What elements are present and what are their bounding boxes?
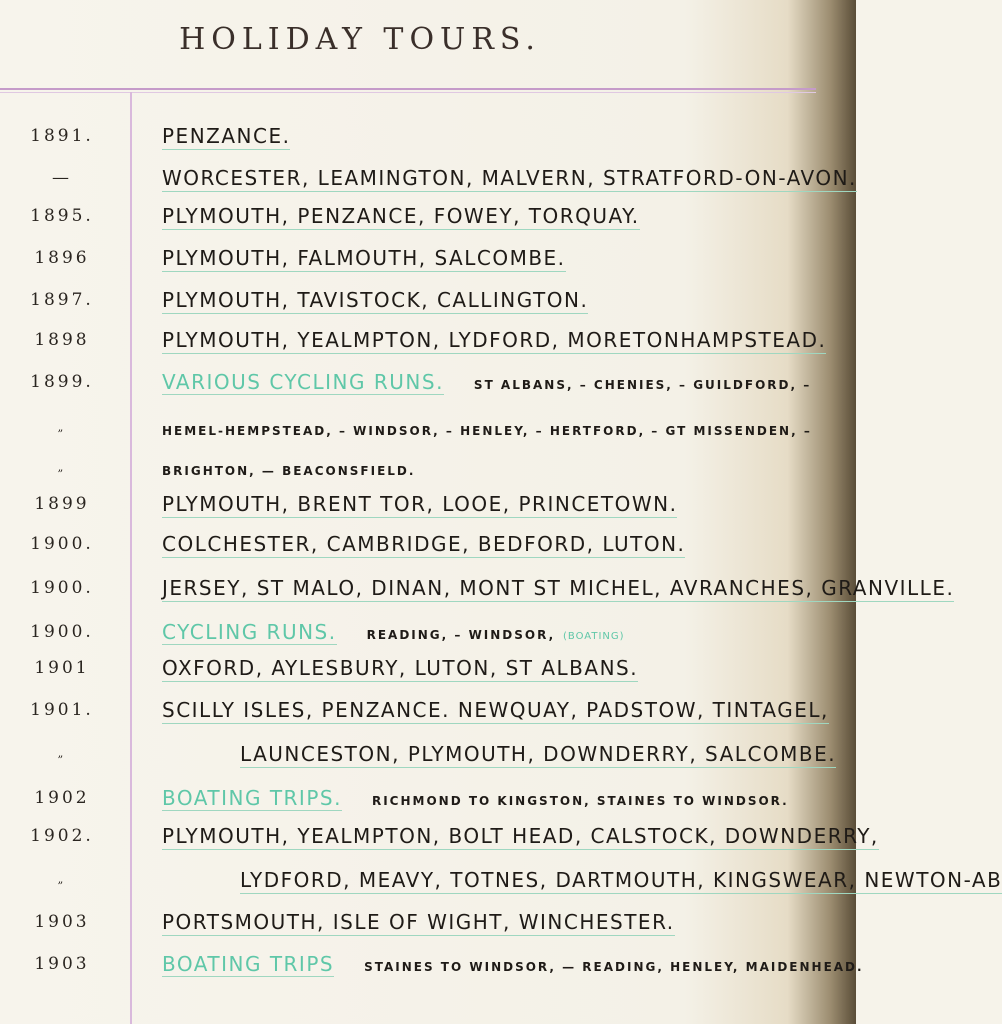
tour-places: JERSEY, ST MALO, DINAN, MONT ST MICHEL, AVRANCHES, GRANVILLE. <box>162 576 955 600</box>
tour-year: 1899 <box>34 494 90 514</box>
tour-places: PLYMOUTH, YEALMPTON, BOLT HEAD, CALSTOCK, DOWNDERRY, <box>162 824 879 848</box>
tour-row <box>0 692 856 728</box>
tour-row <box>0 486 856 522</box>
tour-places: PLYMOUTH, TAVISTOCK, CALLINGTON. <box>162 288 589 312</box>
tour-year: 1895. <box>30 206 94 226</box>
tour-detail: ST ALBANS, – CHENIES, – GUILDFORD, – <box>473 378 812 392</box>
tour-entry <box>162 198 836 234</box>
tour-places: SCILLY ISLES, PENZANCE. NEWQUAY, PADSTOW, TINTAGEL, <box>162 698 829 722</box>
tour-row <box>0 118 856 154</box>
tour-entry <box>162 240 836 276</box>
tour-places: WORCESTER, LEAMINGTON, MALVERN, STRATFORD-ON-AVON. <box>162 166 857 190</box>
tour-row <box>0 736 856 772</box>
tour-entry <box>162 818 879 854</box>
tour-entry <box>162 526 836 562</box>
tour-detail: BRIGHTON, — BEACONSFIELD. <box>162 464 416 478</box>
tour-entry <box>162 486 836 522</box>
tour-entry <box>162 118 836 154</box>
tour-year: 1900. <box>30 534 94 554</box>
header-rule-secondary <box>0 92 816 93</box>
tour-row <box>0 410 856 446</box>
tour-places: PENZANCE. <box>162 124 291 148</box>
tour-year: 1901 <box>34 658 90 678</box>
tour-entry <box>162 614 836 655</box>
tour-entry <box>162 946 864 985</box>
tour-entry <box>162 570 955 606</box>
tour-year: 1899. <box>30 372 94 392</box>
tour-year: 1903 <box>34 954 90 974</box>
tour-places: PLYMOUTH, YEALMPTON, LYDFORD, MORETONHAMPSTEAD. <box>162 328 827 352</box>
tour-places: PORTSMOUTH, ISLE OF WIGHT, WINCHESTER. <box>162 910 675 934</box>
tour-entry <box>162 780 836 819</box>
tour-row <box>0 526 856 562</box>
tour-entry <box>162 650 836 686</box>
tour-year: 1900. <box>30 578 94 598</box>
tour-heading: CYCLING RUNS. <box>162 620 337 644</box>
tour-places: PLYMOUTH, PENZANCE, FOWEY, TORQUAY. <box>162 204 640 228</box>
tour-year: 1898 <box>34 330 90 350</box>
tour-heading: BOATING TRIPS. <box>162 786 342 810</box>
tour-year: „ <box>57 747 67 760</box>
tour-entry <box>240 862 1002 898</box>
tour-year: 1896 <box>34 248 90 268</box>
tour-places: OXFORD, AYLESBURY, LUTON, ST ALBANS. <box>162 656 639 680</box>
tour-heading: VARIOUS CYCLING RUNS. <box>162 370 444 394</box>
tour-detail: STAINES TO WINDSOR, — READING, HENLEY, MAIDENHEAD. <box>364 960 864 974</box>
tour-year: 1891. <box>30 126 94 146</box>
tour-row <box>0 780 856 816</box>
tour-entry <box>162 160 857 196</box>
tour-row <box>0 904 856 940</box>
tour-year: 1902. <box>30 826 94 846</box>
tour-year: 1900. <box>30 622 94 642</box>
tour-places: PLYMOUTH, FALMOUTH, SALCOMBE. <box>162 246 566 270</box>
tour-row <box>0 650 856 686</box>
tour-year: „ <box>57 873 67 886</box>
tour-entry <box>162 904 836 940</box>
tour-entry <box>162 450 836 489</box>
tour-places: LYDFORD, MEAVY, TOTNES, DARTMOUTH, KINGSWEAR, NEWTON-AB <box>240 868 1002 892</box>
tour-row <box>0 322 856 358</box>
tour-places: LAUNCESTON, PLYMOUTH, DOWNDERRY, SALCOMBE. <box>240 742 837 766</box>
tour-year: 1903 <box>34 912 90 932</box>
tour-row <box>0 198 856 234</box>
tour-row <box>0 160 856 196</box>
tour-row <box>0 570 955 606</box>
tour-row <box>0 614 856 650</box>
tour-entry <box>240 736 836 772</box>
tour-entry <box>162 322 836 358</box>
tour-year: 1902 <box>34 788 90 808</box>
tour-year: 1897. <box>30 290 94 310</box>
tour-row <box>0 946 864 982</box>
tour-row <box>0 818 879 854</box>
tour-note: (BOATING) <box>563 631 625 642</box>
tour-year: 1901. <box>30 700 94 720</box>
tour-detail: READING, – WINDSOR, <box>366 628 556 642</box>
tour-row <box>0 282 856 318</box>
tour-detail: RICHMOND TO KINGSTON, STAINES TO WINDSOR. <box>371 794 789 808</box>
header-rule <box>0 88 816 90</box>
tour-year: „ <box>57 421 67 434</box>
tour-entry <box>162 410 836 449</box>
page-title-text: HOLIDAY TOURS. <box>179 22 541 57</box>
tour-detail: HEMEL-HEMPSTEAD, – WINDSOR, – HENLEY, – HERTFORD, – GT MISSENDEN, – <box>162 424 812 438</box>
tour-year: „ <box>57 461 67 474</box>
tour-year: — <box>52 168 72 188</box>
tour-row <box>0 450 856 486</box>
tour-row <box>0 364 856 400</box>
tour-heading: BOATING TRIPS <box>162 952 335 976</box>
tour-entry <box>162 282 836 318</box>
tour-places: COLCHESTER, CAMBRIDGE, BEDFORD, LUTON. <box>162 532 686 556</box>
tour-places: PLYMOUTH, BRENT TOR, LOOE, PRINCETOWN. <box>162 492 678 516</box>
tour-entry <box>162 692 836 728</box>
tour-row <box>0 862 1002 898</box>
page-title <box>0 22 720 72</box>
tour-entry <box>162 364 836 403</box>
tour-row <box>0 240 856 276</box>
